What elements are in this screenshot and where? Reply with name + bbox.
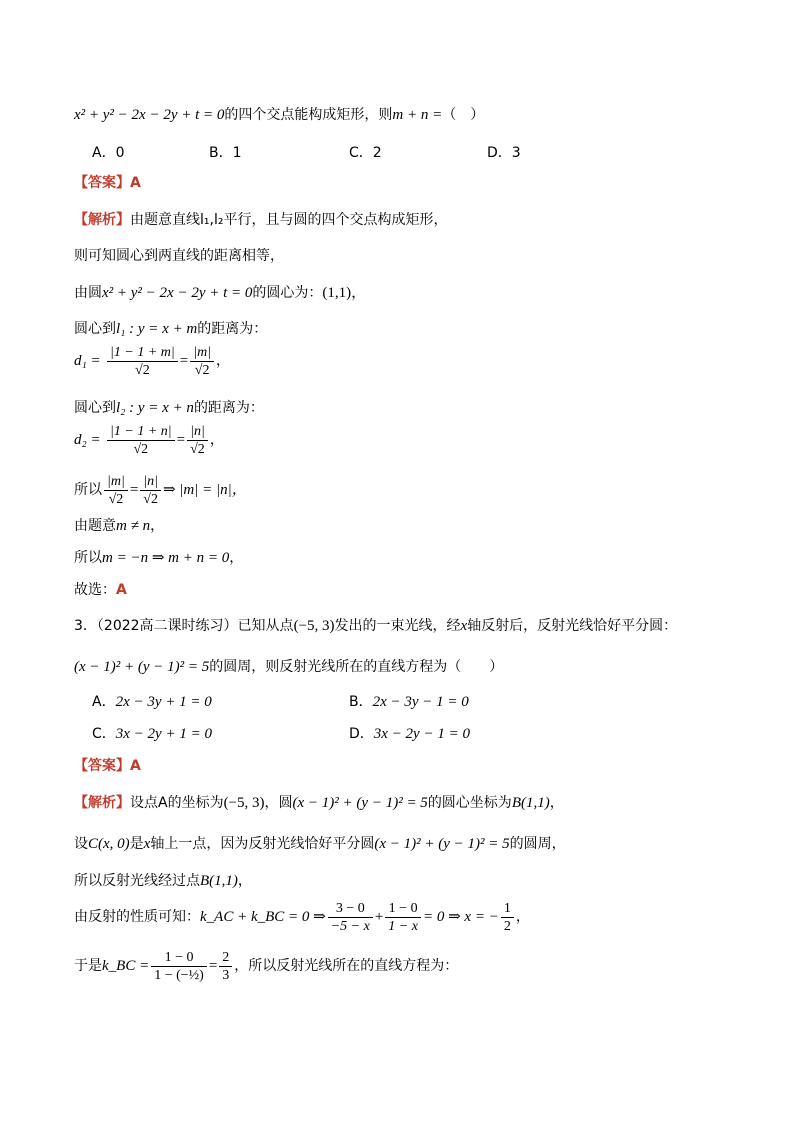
text: ， — [549, 795, 564, 811]
circle-equation: (x − 1)² + (y − 1)² = 5 — [292, 795, 428, 811]
numerator: |1 − 1 + n| — [107, 423, 175, 441]
denominator: 3 — [222, 967, 230, 983]
text: 已知从点 — [237, 618, 294, 634]
circle-equation: x² + y² − 2x − 2y + t = 0 — [102, 285, 253, 301]
q3-answer — [74, 756, 141, 776]
fraction — [151, 949, 207, 984]
point-a: (−5, 3) — [223, 795, 265, 811]
numerator: 1 − 0 — [385, 900, 421, 918]
text: 的圆周， — [509, 836, 566, 852]
q2-d2-formula: d₂ = $\frac{|1 - 1 + n|}{√2}$ = $\frac{|n|}{√2}$ ， — [74, 423, 224, 457]
slope-bc: k_BC = — [102, 958, 150, 974]
q2-so-formula: 所以 $\frac{|m|}{√2}$ = $\frac{|n|}{√2}$ ⇒ |m| = |n|， — [74, 473, 247, 507]
q2-option-b: B．1 — [209, 145, 242, 161]
point: (−5, 3) — [293, 618, 335, 634]
q2-stem-blank: （ ） — [442, 107, 485, 123]
q2-analysis-line-1 — [74, 210, 447, 230]
circle-equation: (x − 1)² + (y − 1)² = 5 — [374, 836, 510, 852]
denominator: 2 — [503, 918, 511, 934]
math: m ≠ n — [116, 518, 151, 534]
numerator: 2 — [219, 949, 232, 967]
denominator: √2 — [133, 441, 149, 457]
text: 的距离为： — [197, 321, 268, 337]
math: = 0 ⇒ x = − — [422, 909, 499, 925]
q2-option-c: C．2 — [349, 145, 382, 161]
q2-stem — [74, 105, 484, 125]
q2-analysis-line-6 — [74, 398, 264, 418]
fraction — [328, 900, 373, 935]
comma: ， — [209, 432, 224, 448]
question-number: 3． — [74, 618, 97, 634]
text: 所以 — [74, 550, 102, 566]
q2-analysis-line-9 — [74, 516, 164, 536]
text: 所以 — [74, 482, 102, 498]
equals: = — [208, 958, 218, 974]
q2-analysis-line-10 — [74, 548, 243, 568]
text: ， — [150, 518, 165, 534]
answer-value: A — [130, 758, 141, 774]
numerator: |1 − 1 + m| — [107, 344, 178, 362]
fraction — [107, 344, 178, 379]
analysis-text: 由题意直线l₁,l₂平行，且与圆的四个交点构成矩形， — [130, 212, 448, 228]
text: 发出的一束光线，经 — [334, 618, 461, 634]
text: 由题意 — [74, 518, 116, 534]
text: 由圆 — [74, 285, 102, 301]
q2-analysis-line-2: 则可知圆心到两直线的距离相等， — [74, 248, 284, 264]
point-c: C(x, 0) — [88, 836, 130, 852]
d1-lhs: d₁ = — [74, 353, 101, 369]
q2-stem-math2: m + n = — [392, 107, 443, 123]
numerator: 1 − 0 — [151, 949, 207, 967]
fraction — [187, 423, 208, 458]
fraction — [501, 900, 514, 935]
denominator: 1 − (−½) — [154, 967, 204, 983]
text: ，所以反射光线所在的直线方程为： — [234, 958, 459, 974]
text: 所以反射光线经过点 — [74, 873, 200, 889]
plus: + — [374, 909, 384, 925]
numerator: |m| — [190, 344, 214, 362]
denominator: −5 − x — [330, 918, 370, 934]
fraction — [219, 949, 232, 984]
option-label: C． — [92, 726, 116, 742]
text: 的距离为： — [193, 400, 264, 416]
q3-analysis-line-3 — [74, 871, 252, 891]
text: 轴反射后，反射光线恰好平分圆： — [467, 618, 678, 634]
denominator: √2 — [194, 362, 210, 378]
q3-analysis-line-5 — [74, 946, 458, 986]
implication: ⇒ |m| = |n|， — [162, 482, 247, 498]
fraction — [385, 900, 421, 935]
q2-stem-math: x² + y² − 2x − 2y + t = 0 — [74, 107, 225, 123]
fraction — [190, 344, 214, 379]
fraction — [140, 473, 161, 508]
text: ， — [515, 909, 530, 925]
choice-value: A — [116, 582, 127, 598]
option-value: 2x − 3y − 1 = 0 — [372, 694, 469, 710]
numerator: |n| — [140, 473, 161, 491]
point-b: B(1,1) — [511, 795, 550, 811]
answer-value: A — [130, 175, 141, 191]
q3-stem-line-2 — [74, 657, 503, 677]
q2-answer — [74, 173, 141, 193]
line-l1: l₁ : y = x + m — [116, 321, 198, 337]
text: 设 — [74, 836, 88, 852]
q3-option-a — [92, 692, 212, 712]
q3-analysis-line-1 — [74, 793, 564, 813]
q2-choose — [74, 580, 127, 600]
fraction — [107, 423, 175, 458]
option-value: 2x − 3y + 1 = 0 — [115, 694, 212, 710]
q3-option-c — [92, 724, 212, 744]
slope-sum: k_AC + k_BC = 0 ⇒ — [200, 909, 326, 925]
q2-option-a: A．0 — [92, 145, 125, 161]
numerator: 3 − 0 — [328, 900, 373, 918]
numerator: |n| — [187, 423, 208, 441]
q3-option-d — [349, 724, 470, 744]
text: ， — [237, 873, 252, 889]
fraction — [104, 473, 128, 508]
q2-option-d: D．3 — [487, 145, 521, 161]
answer-tag: 【答案】 — [74, 175, 130, 191]
text: 于是 — [74, 958, 102, 974]
analysis-tag: 【解析】 — [74, 212, 130, 228]
text: 故选： — [74, 582, 116, 598]
option-value: 3x − 2y − 1 = 0 — [373, 726, 470, 742]
option-label: D． — [349, 726, 374, 742]
answer-tag: 【答案】 — [74, 758, 130, 774]
comma: ， — [216, 353, 231, 369]
question-source: （2022高二课时练习） — [96, 618, 238, 634]
q2-analysis-line-3 — [74, 283, 366, 303]
denominator: √2 — [190, 441, 205, 457]
q2-d1-formula: d₁ = $\frac{|1 - 1 + m|}{√2}$ = $\frac{|m|}{√2}$ ， — [74, 344, 231, 378]
denominator: √2 — [135, 362, 150, 378]
d2-lhs: d₂ = — [74, 432, 101, 448]
text: 的圆周，则反射光线所在的直线方程为（ ） — [209, 659, 504, 675]
option-label: A． — [92, 694, 116, 710]
option-value: 3x − 2y + 1 = 0 — [115, 726, 212, 742]
denominator: √2 — [143, 491, 158, 507]
text: 由反射的性质可知： — [74, 909, 200, 925]
x-var: x — [143, 836, 151, 852]
q3-stem-line-1 — [74, 616, 677, 636]
text: ， — [229, 550, 244, 566]
text: 轴上一点，因为反射光线恰好平分圆 — [150, 836, 375, 852]
point-b: B(1,1) — [200, 873, 238, 889]
option-label: B． — [349, 694, 373, 710]
text: ，圆 — [264, 795, 293, 811]
text: 是 — [129, 836, 144, 852]
q3-analysis-line-2 — [74, 834, 566, 854]
math: m = −n ⇒ m + n = 0 — [102, 550, 230, 566]
x-var: x — [460, 618, 468, 634]
text: 设点A的坐标为 — [130, 795, 224, 811]
text: 圆心到 — [74, 400, 116, 416]
numerator: |m| — [104, 473, 128, 491]
q2-analysis-line-4 — [74, 319, 267, 339]
text: 的圆心为： — [252, 285, 323, 301]
q3-analysis-line-4 — [74, 897, 530, 937]
circle-center: (1,1)， — [322, 285, 367, 301]
q2-stem-text: 的四个交点能构成矩形，则 — [224, 107, 393, 123]
denominator: √2 — [108, 491, 124, 507]
analysis-tag: 【解析】 — [74, 795, 130, 811]
text: 的圆心坐标为 — [427, 795, 512, 811]
q3-option-b — [349, 692, 469, 712]
text: 圆心到 — [74, 321, 116, 337]
line-l2: l₂ : y = x + n — [116, 400, 194, 416]
numerator: 1 — [501, 900, 514, 918]
circle-equation: (x − 1)² + (y − 1)² = 5 — [74, 659, 210, 675]
denominator: 1 − x — [388, 918, 418, 934]
